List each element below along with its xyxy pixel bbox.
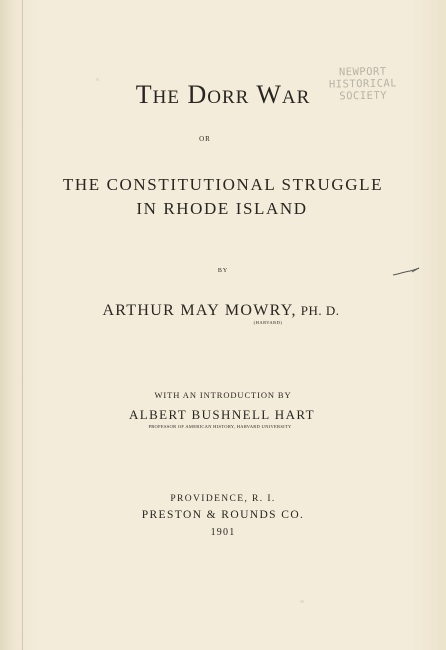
pencil-mark-icon <box>392 266 420 278</box>
book-title: THE DORR WAR <box>135 80 311 109</box>
introduction-author-title: PROFESSOR OF AMERICAN HISTORY, HARVARD UNIVERSITY <box>148 424 292 429</box>
by-label: BY <box>217 268 229 274</box>
paper-speck <box>300 600 304 603</box>
or-connector: OR <box>199 135 211 143</box>
author-name: ARTHUR MAY MOWRY, <box>102 302 297 319</box>
imprint-place: PROVIDENCE, R. I. <box>170 494 276 504</box>
subtitle-line-1: THE CONSTITUTIONAL STRUGGLE <box>62 175 384 194</box>
imprint-year: 1901 <box>210 527 236 538</box>
imprint-publisher: PRESTON & ROUNDS CO. <box>141 509 305 521</box>
subtitle-line-2: IN RHODE ISLAND <box>136 199 308 218</box>
library-stamp: NEWPORT HISTORICAL SOCIETY <box>328 65 398 103</box>
introduction-author: ALBERT BUSHNELL HART <box>128 407 316 422</box>
introduction-label: WITH AN INTRODUCTION BY <box>154 390 292 400</box>
author-degree: PH. D. <box>300 303 340 318</box>
author-affiliation: (HARVARD) <box>253 320 283 325</box>
author-line <box>0 302 444 320</box>
